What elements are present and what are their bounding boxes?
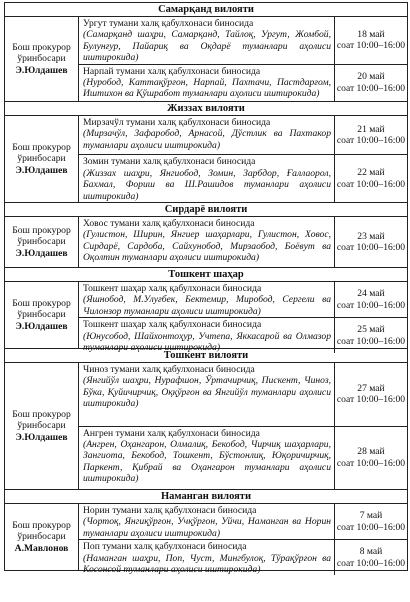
region-block	[5, 17, 407, 102]
region-block	[5, 217, 407, 268]
session-place-cell	[79, 65, 335, 101]
session-place: Нарпай тумани халқ қабулхонаси биносида	[83, 65, 261, 77]
session-datetime-cell	[335, 504, 407, 539]
official-title: Бош прокурор ўринбосари	[12, 408, 71, 432]
session-areas: (Яшнобод, М.Улуғбек, Бектемир, Миробод, Сергели ва Чилонзор туманлари аҳолиси иштирокида)	[83, 294, 331, 317]
session-datetime-cell	[335, 17, 407, 64]
region-heading: Тошкент вилояти	[5, 349, 407, 363]
session-time: соат 10:00–16:00	[336, 335, 406, 347]
official-cell	[5, 17, 79, 101]
region-block	[5, 282, 407, 354]
session-areas: (Янгийўл шаҳри, Нурафшон, Ўртачирчиқ, Пискент, Чиноз, Бўка, Қуйичирчиқ, Оққўрғон ва Янгийўл туманлари аҳолиси иштирокида)	[83, 375, 331, 410]
session-row	[79, 17, 407, 65]
session-rows	[79, 17, 407, 101]
session-row	[79, 540, 407, 575]
official-name: Э.Юлдашев	[15, 431, 68, 443]
session-place-cell	[79, 17, 335, 64]
official-cell	[5, 116, 79, 202]
session-areas: (Ангрен, Оҳангарон, Олмалиқ, Бекобод, Чирчиқ шаҳарлари, Зангиота, Бекобод, Тошкент, Бўстонлиқ, Юқоричирчиқ, Паркент, Қибрай ва Оҳангарон туманлари аҳолиси иштирокида)	[83, 438, 331, 485]
session-datetime-cell	[335, 318, 407, 353]
official-name: А.Мавлонов	[14, 542, 69, 554]
region-heading: Наманган вилояти	[5, 490, 407, 504]
session-date: 7 май	[359, 510, 383, 522]
region-heading: Жиззах вилояти	[5, 102, 407, 116]
session-date: 24 май	[357, 288, 385, 300]
session-areas: (Чортоқ, Янгиқўрғон, Учқўрғон, Уйчи, Наманган ва Норин туманлари аҳолиси иштирокида)	[83, 516, 331, 539]
region-heading: Сирдарё вилояти	[5, 203, 407, 217]
official-title: Бош прокурор ўринбосари	[12, 141, 71, 165]
session-rows	[79, 363, 407, 489]
session-place: Зомин тумани халқ қабулхонаси биносида	[83, 156, 256, 168]
session-row	[79, 217, 407, 267]
session-place-cell	[79, 155, 335, 202]
session-row	[79, 427, 407, 490]
region-heading: Тошкент шаҳар	[5, 268, 407, 282]
session-rows	[79, 217, 407, 267]
session-datetime-cell	[335, 217, 407, 267]
session-date: 22 май	[357, 167, 385, 179]
official-title: Бош прокурор ўринбосари	[12, 224, 71, 248]
session-areas: (Мирзачўл, Зафаробод, Арнасой, Дўстлик ва Пахтакор туманлари аҳолиси иштирокида)	[83, 128, 331, 151]
session-place-cell	[79, 217, 335, 267]
official-cell	[5, 363, 79, 489]
session-date: 21 май	[357, 123, 385, 135]
session-areas: (Нуробод, Каттақўрғон, Нарпай, Пахтачи, Пастдарғом, Иштихон ва Қўшработ туманлари аҳолиси иштирокида)	[83, 77, 331, 100]
official-name: Э.Юлдашев	[15, 247, 68, 259]
session-place: Чиноз тумани халқ қабулхонаси биносида	[83, 364, 255, 375]
session-time: соат 10:00–16:00	[336, 242, 406, 253]
region-heading: Самарқанд вилояти	[5, 3, 407, 17]
session-datetime-cell	[335, 155, 407, 202]
official-cell	[5, 217, 79, 267]
session-place-cell	[79, 363, 335, 426]
session-rows	[79, 504, 407, 576]
region-block	[5, 504, 407, 576]
session-datetime-cell	[335, 65, 407, 101]
official-name: Э.Юлдашев	[15, 320, 68, 332]
official-title: Бош прокурор ўринбосари	[12, 519, 71, 543]
session-place: Тошкент шаҳар халқ қабулхонаси биносида	[83, 283, 262, 294]
session-datetime-cell	[335, 540, 407, 575]
official-cell	[5, 504, 79, 570]
official-cell	[5, 282, 79, 348]
session-row	[79, 155, 407, 202]
official-name: Э.Юлдашев	[15, 64, 68, 76]
session-areas: (Жиззах шаҳри, Янгиобод, Зомин, Зарбдор, Ғаллаорол, Бахмал, Фориш ва Ш.Рашидов туманлари аҳолиси иштирокида)	[83, 167, 331, 202]
session-date: 20 май	[357, 71, 385, 83]
session-areas: (Наманган шаҳри, Поп, Чуст, Мингбулоқ, Тўрақўрғон ва Косонсой туманлари аҳолиси иштирокида)	[83, 552, 331, 576]
session-time: соат 10:00–16:00	[336, 394, 406, 406]
session-datetime-cell	[335, 427, 407, 490]
official-name: Э.Юлдашев	[15, 164, 68, 176]
session-time: соат 10:00–16:00	[336, 557, 406, 569]
session-time: соат 10:00–16:00	[336, 299, 406, 311]
session-time: соат 10:00–16:00	[336, 178, 406, 190]
session-areas: (Юнусобод, Шайхонтоҳур, Учтепа, Яккасарой ва Олмазор туманлари аҳолиси иштирокида)	[83, 330, 331, 354]
session-datetime-cell	[335, 116, 407, 154]
session-date: 25 май	[357, 324, 385, 336]
session-time: соат 10:00–16:00	[336, 521, 406, 533]
session-place: Ургут тумани халқ қабулхонаси биносида	[83, 18, 254, 29]
session-date: 18 май	[357, 28, 385, 40]
session-date: 28 май	[357, 446, 385, 458]
session-row	[79, 363, 407, 427]
session-rows	[79, 282, 407, 354]
reception-schedule-table	[4, 2, 408, 576]
session-areas: (Самарқанд шаҳри, Самарқанд, Тайлоқ, Ургут, Жомбой, Булунғур, Пайариқ ва Оқдарё туманлари аҳолиси иштирокида)	[83, 29, 331, 64]
session-place-cell	[79, 427, 335, 490]
session-date: 8 май	[359, 546, 383, 558]
session-date: 23 май	[357, 230, 385, 242]
session-row	[79, 504, 407, 540]
session-place-cell	[79, 116, 335, 154]
session-rows	[79, 116, 407, 202]
session-date: 27 май	[357, 382, 385, 394]
session-areas: (Гулистон, Ширин, Янгиер шаҳарлари, Гулистон, Ховос, Сирдарё, Сардоба, Сайхунобод, Мирзаобод, Боёвут ва Оқолтин туманлари аҳолиси иштирокида)	[83, 229, 331, 264]
session-row	[79, 116, 407, 155]
session-time: соат 10:00–16:00	[336, 457, 406, 469]
session-place-cell	[79, 540, 335, 575]
region-block	[5, 363, 407, 490]
session-place-cell	[79, 504, 335, 539]
session-place: Норин тумани халқ қабулхонаси биносида	[83, 505, 257, 516]
session-time: соат 10:00–16:00	[336, 135, 406, 147]
session-place: Тошкент шаҳар халқ қабулхонаси биносида	[83, 319, 262, 331]
official-title: Бош прокурор ўринбосари	[12, 41, 71, 65]
session-time: соат 10:00–16:00	[336, 82, 406, 94]
session-datetime-cell	[335, 282, 407, 317]
session-place: Мирзачўл тумани халқ қабулхонаси биносида	[83, 117, 271, 128]
session-place: Ховос тумани халқ қабулхонаси биносида	[83, 218, 255, 229]
session-row	[79, 282, 407, 318]
session-place: Ангрен тумани халқ қабулхонаси биносида	[83, 427, 260, 439]
session-datetime-cell	[335, 363, 407, 426]
region-block	[5, 116, 407, 203]
session-time: соат 10:00–16:00	[336, 40, 406, 52]
session-place-cell	[79, 282, 335, 317]
session-row	[79, 65, 407, 101]
official-title: Бош прокурор ўринбосари	[12, 297, 71, 321]
session-place: Поп тумани халқ қабулхонаси биносида	[83, 541, 247, 553]
